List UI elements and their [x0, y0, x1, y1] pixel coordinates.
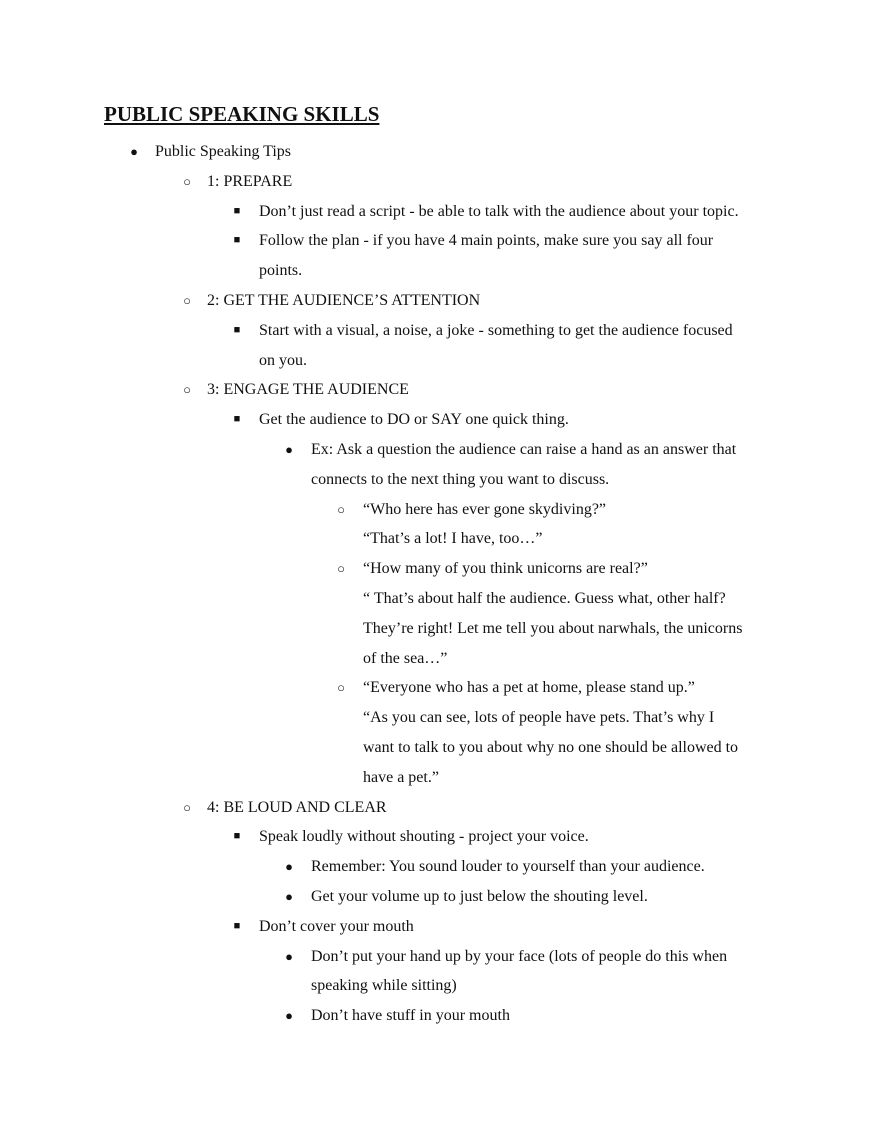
section-heading-attention — [0, 286, 880, 316]
outline-list — [0, 137, 880, 1031]
list-item — [0, 197, 880, 227]
square-bullet-icon: ■ — [233, 204, 241, 217]
circle-bullet-icon: ○ — [337, 680, 345, 696]
point-text: Get the audience to DO or SAY one quick thing. — [259, 411, 569, 429]
list-item-continuation — [0, 733, 880, 763]
point-text: points. — [259, 262, 303, 280]
point-text: Follow the plan - if you have 4 main points, make sure you say all four — [259, 232, 714, 250]
detail-text: Get your volume up to just below the shouting level. — [311, 887, 648, 905]
section-heading-text: 3: ENGAGE THE AUDIENCE — [207, 381, 409, 399]
sample-text: “ That’s about half the audience. Guess what, other half? — [363, 589, 726, 607]
list-item-continuation — [0, 644, 880, 674]
list-item — [0, 495, 880, 525]
circle-bullet-icon: ○ — [183, 173, 191, 189]
disc-bullet-icon: ● — [130, 144, 138, 159]
sample-text: “That’s a lot! I have, too…” — [363, 530, 543, 548]
list-item — [0, 942, 880, 972]
list-item-continuation — [0, 614, 880, 644]
section-heading-prepare — [0, 167, 880, 197]
circle-bullet-icon: ○ — [183, 382, 191, 398]
list-item-continuation — [0, 524, 880, 554]
section-heading-text: 2: GET THE AUDIENCE’S ATTENTION — [207, 291, 481, 309]
sample-text: of the sea…” — [363, 649, 448, 667]
sample-text: “How many of you think unicorns are real?” — [363, 560, 648, 578]
topic-text: Public Speaking Tips — [155, 143, 292, 160]
list-item-continuation — [0, 703, 880, 733]
circle-bullet-icon: ○ — [337, 501, 345, 517]
detail-text: Don’t have stuff in your mouth — [311, 1007, 510, 1025]
disc-bullet-icon: ● — [285, 1008, 293, 1024]
point-text: on you. — [259, 351, 307, 369]
list-item-continuation — [0, 346, 880, 376]
circle-bullet-icon: ○ — [183, 799, 191, 815]
section-heading-text: 4: BE LOUD AND CLEAR — [207, 798, 387, 816]
sample-text: “Everyone who has a pet at home, please stand up.” — [363, 679, 695, 697]
disc-bullet-icon: ● — [285, 441, 293, 457]
circle-bullet-icon: ○ — [337, 561, 345, 577]
circle-bullet-icon: ○ — [183, 292, 191, 308]
section-heading-text: 1: PREPARE — [207, 172, 293, 190]
disc-bullet-icon: ● — [285, 948, 293, 964]
point-text: Don’t cover your mouth — [259, 917, 414, 935]
point-text: Speak loudly without shouting - project your voice. — [259, 828, 589, 846]
square-bullet-icon: ■ — [233, 413, 241, 426]
sample-text: have a pet.” — [363, 768, 439, 786]
list-item-continuation — [0, 256, 880, 286]
sample-text: They’re right! Let me tell you about narwhals, the unicorns — [363, 619, 743, 637]
section-heading-loud — [0, 793, 880, 823]
disc-bullet-icon: ● — [285, 859, 293, 875]
document-title: PUBLIC SPEAKING SKILLS — [104, 102, 380, 126]
square-bullet-icon: ■ — [233, 323, 241, 336]
sample-text: “Who here has ever gone skydiving?” — [363, 500, 607, 518]
point-text: Start with a visual, a noise, a joke - something to get the audience focused — [259, 321, 733, 339]
list-item — [0, 226, 880, 256]
list-item — [0, 316, 880, 346]
list-item-continuation — [0, 763, 880, 793]
list-item — [0, 137, 880, 167]
detail-text: Remember: You sound louder to yourself than your audience. — [311, 858, 705, 876]
list-item — [0, 882, 880, 912]
list-item — [0, 912, 880, 942]
list-item — [0, 852, 880, 882]
square-bullet-icon: ■ — [233, 830, 241, 843]
detail-text: speaking while sitting) — [311, 977, 457, 995]
detail-text: Don’t put your hand up by your face (lots of people do this when — [311, 947, 728, 965]
list-item — [0, 822, 880, 852]
section-heading-engage — [0, 375, 880, 405]
list-item-continuation — [0, 971, 880, 1001]
square-bullet-icon: ■ — [233, 234, 241, 247]
list-item — [0, 673, 880, 703]
point-text: Don’t just read a script - be able to talk with the audience about your topic. — [259, 202, 739, 220]
list-item — [0, 554, 880, 584]
list-item — [0, 405, 880, 435]
list-item-continuation — [0, 465, 880, 495]
example-text: Ex: Ask a question the audience can raise a hand as an answer that — [311, 440, 737, 458]
sample-text: want to talk to you about why no one should be allowed to — [363, 738, 739, 756]
square-bullet-icon: ■ — [233, 919, 241, 932]
sample-text: “As you can see, lots of people have pets. That’s why I — [363, 709, 715, 727]
list-item — [0, 1001, 880, 1031]
disc-bullet-icon: ● — [285, 888, 293, 904]
list-item-continuation — [0, 584, 880, 614]
list-item — [0, 435, 880, 465]
example-text: connects to the next thing you want to discuss. — [311, 470, 610, 488]
